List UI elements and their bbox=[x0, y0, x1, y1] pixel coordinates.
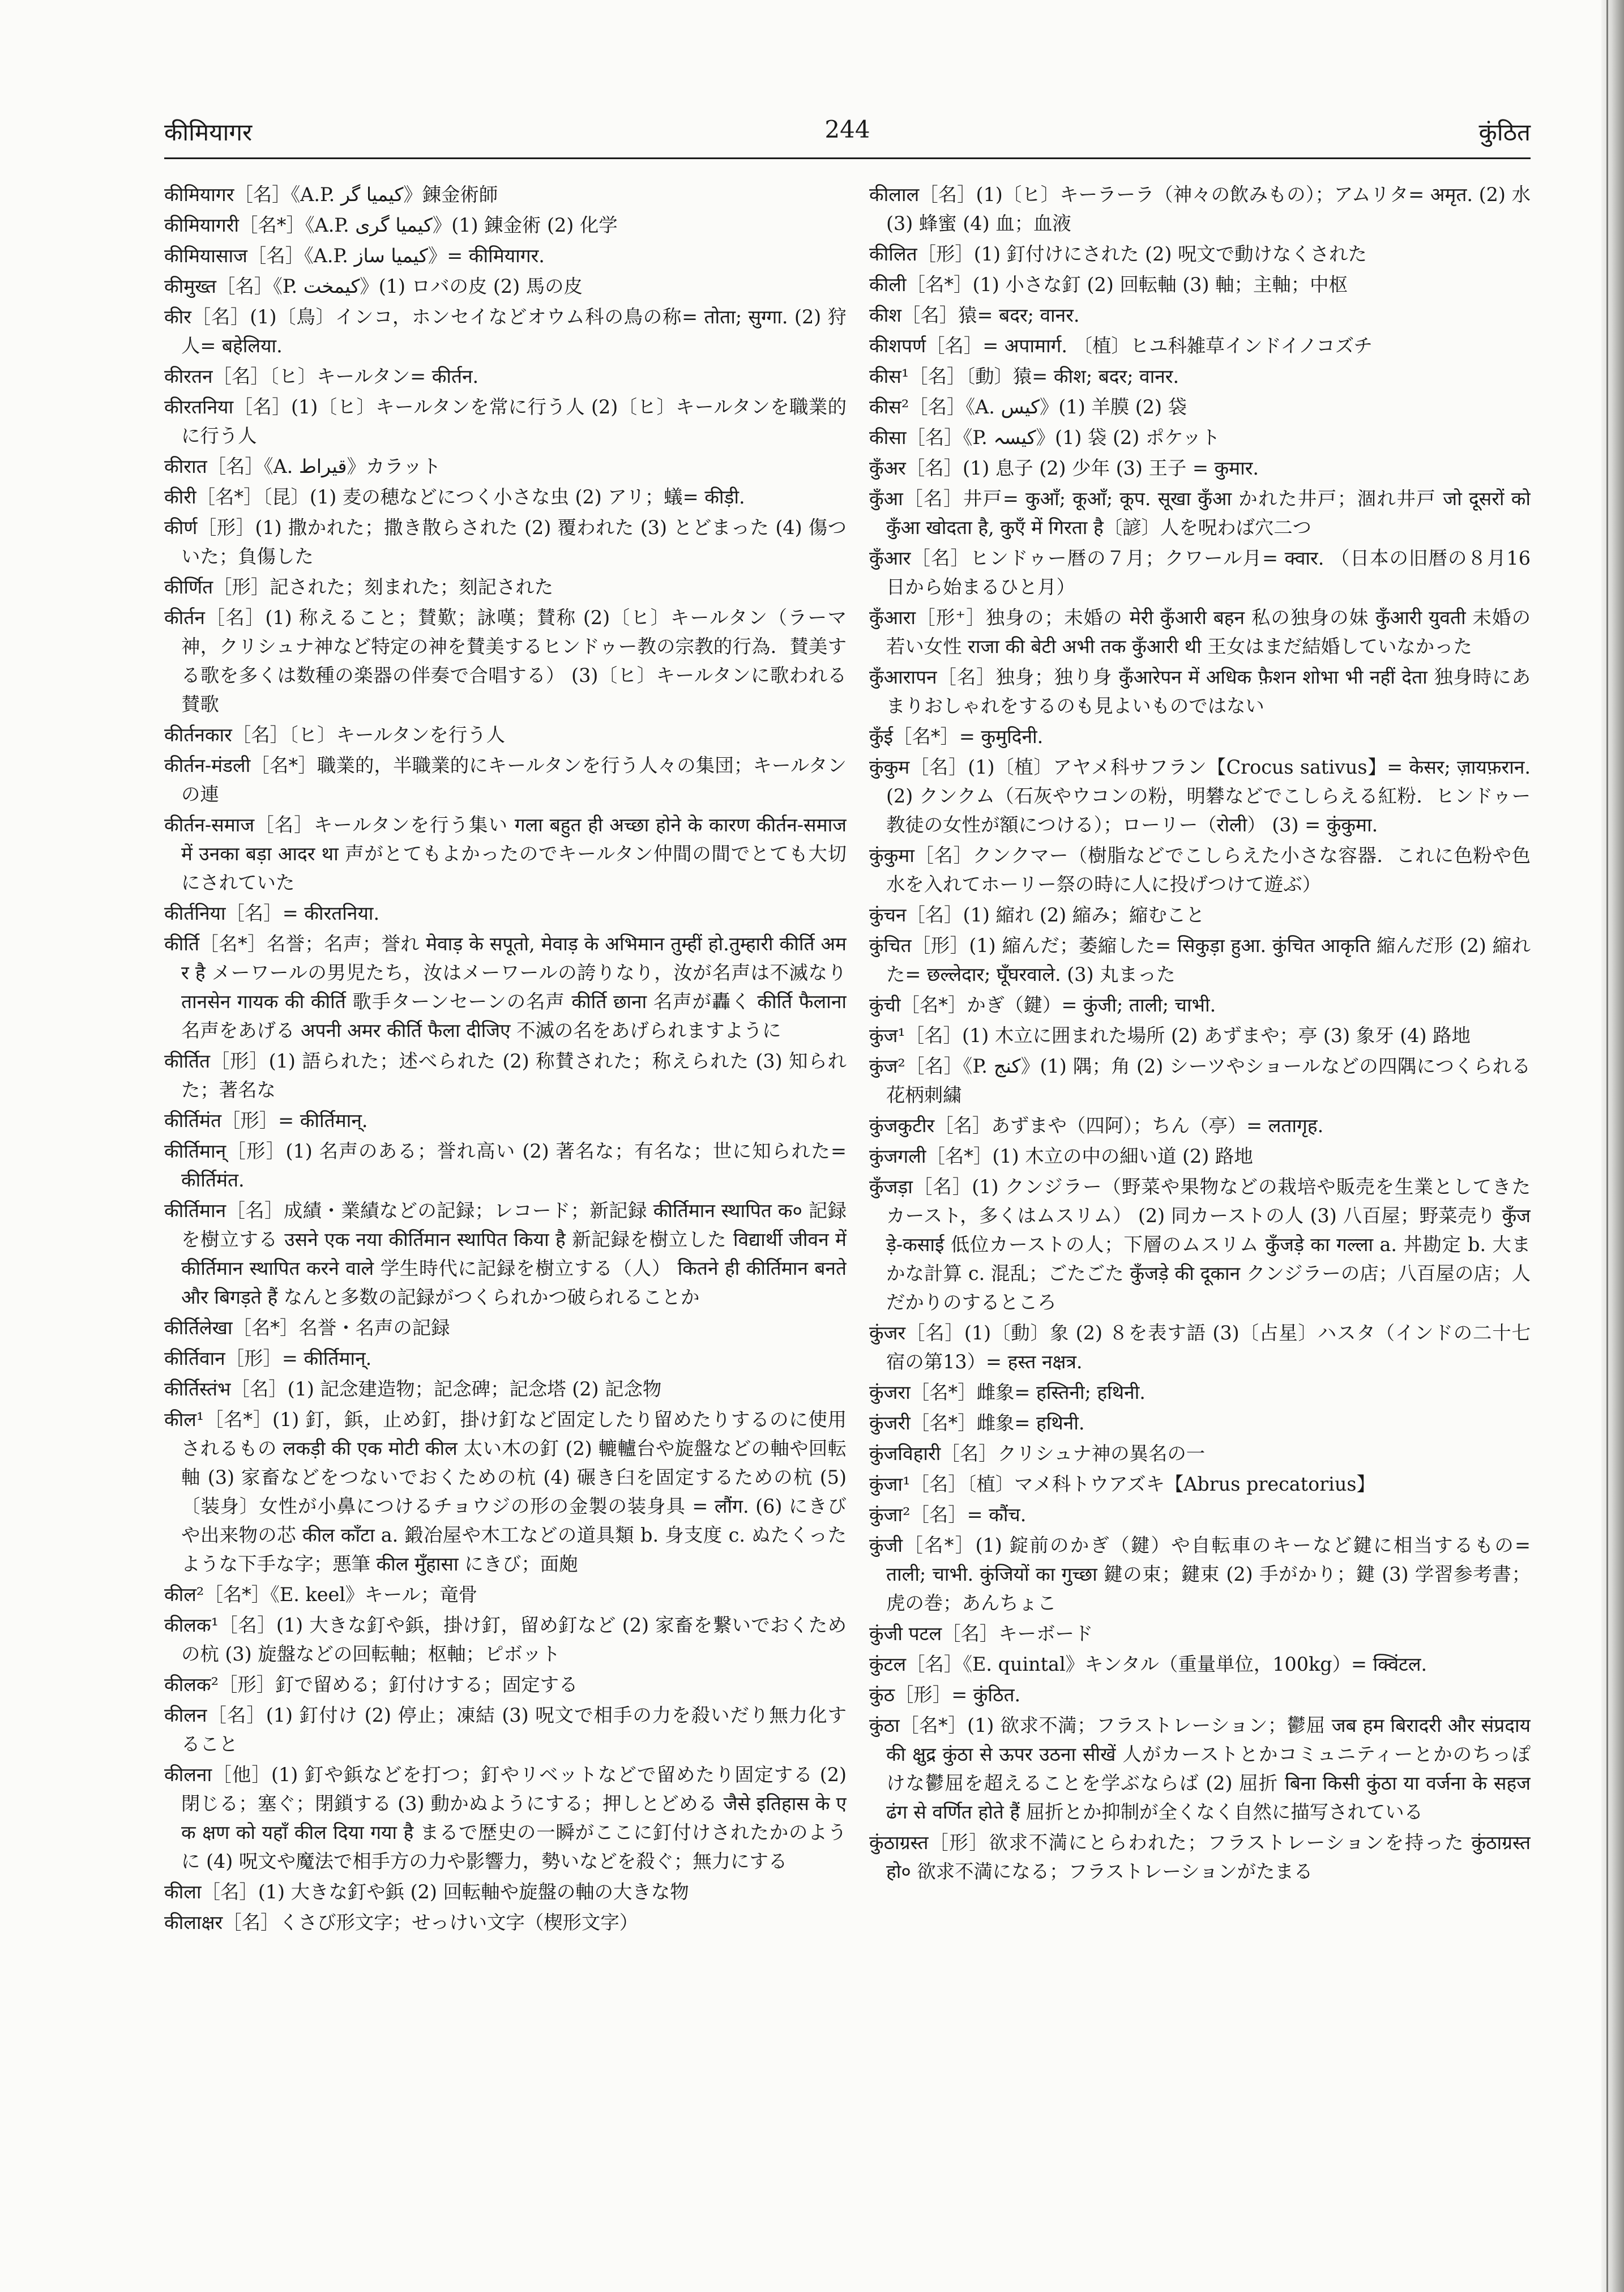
dictionary-entry: कीस¹［名］〔動〕猿= कीश; बदर; वानर. bbox=[869, 365, 1179, 387]
dictionary-entry: कीर्ण［形］(1) 撒かれた；撒き散らされた (2) 覆われた (3) とどまった (4) 傷ついた；負傷した bbox=[164, 517, 847, 567]
dictionary-entry: कीलना［他］(1) 釘や鋲などを打つ；釘やリベットなどで留めたり固定する (2) 閉じる；塞ぐ；閉鎖する (3) 動かぬようにする；押しとどめる जैसे इतिहास के एक क्षण को यहाँ कील दिया गया है まるで歴史の一瞬がここに釘付けされたかのように (4) 呪文や魔法で相手方の力や影響力，勢いなどを殺ぐ；無力にする bbox=[164, 1764, 847, 1872]
dictionary-entry: कीर्तिमान［名］成績・業績などの記録；レコード；新記録 कीर्तिमान स्थापित क० 記録を樹立する उसने एक नया कीर्तिमान स्थापित किया है 新記録を樹立した विद्यार्थी जीवन में कीर्तिमान स्थापित करने वाले 学生時代に記録を樹立する（人） कितने ही कीर्तिमान बनते और बिगड़ते हैं なんと多数の記録がつくられかつ破られることか bbox=[164, 1200, 847, 1308]
dictionary-entry: कीर［名］(1)〔鳥〕インコ，ホンセイなどオウム科の鳥の称= तोता; सुग्गा. (2) 狩人= बहेलिया. bbox=[164, 306, 847, 357]
running-head-right-word: कुंठित bbox=[1478, 118, 1531, 146]
dictionary-entry: कुंज²［名］《P. کنج》(1) 隅；角 (2) シーツやショールなどの四隅につくられる花柄刺繍 bbox=[869, 1055, 1531, 1106]
dictionary-entry: कुंजा²［名］= कौंच. bbox=[869, 1504, 1027, 1526]
dictionary-entry: कीर्तिस्तंभ［名］(1) 記念建造物；記念碑；記念塔 (2) 記念物 bbox=[164, 1378, 662, 1400]
dictionary-entry: कीलाल［名］(1)〔ヒ〕キーラーラ（神々の飲みもの）；アムリタ= अमृत. (2) 水 (3) 蜂蜜 (4) 血；血液 bbox=[869, 183, 1531, 234]
dictionary-entry: कुंचित［形］(1) 縮んだ；萎縮した= सिकुड़ा हुआ. कुंचित आकृति 縮んだ形 (2) 縮れた= छल्लेदार; घूँघरवाले. (3) 丸まった bbox=[869, 934, 1531, 985]
left-column bbox=[164, 180, 847, 2253]
dictionary-entry: कीर्तिमंत［形］= कीर्तिमान्. bbox=[164, 1109, 368, 1132]
dictionary-entry: कुंजकुटीर［名］あずまや（四阿）；ちん（亭）= लतागृह. bbox=[869, 1115, 1324, 1137]
dictionary-entry: कीमियासाज［名］《A.P. کیمیا ساز》= कीमियागर. bbox=[164, 245, 545, 267]
dictionary-entry: कीर्तिवान［形］= कीर्तिमान्. bbox=[164, 1347, 372, 1369]
dictionary-entry: कीर्तनकार［名］〔ヒ〕キールタンを行う人 bbox=[164, 724, 505, 746]
dictionary-entry: कुंटल［名］《E. quintal》キンタル（重量単位，100kg）= क्विंटल. bbox=[869, 1653, 1428, 1675]
dictionary-entry: कीर्तिलेखा［名*］名誉・名声の記録 bbox=[164, 1317, 450, 1339]
dictionary-entry: कुंज¹［名］(1) 木立に囲まれた場所 (2) あずまや；亭 (3) 象牙 (4) 路地 bbox=[869, 1025, 1471, 1047]
dictionary-entry: कुंजा¹［名］〔植〕マメ科トウアズキ【Abrus precatorius】 bbox=[869, 1473, 1375, 1495]
dictionary-entry: कुंजविहारी［名］クリシュナ神の異名の一 bbox=[869, 1442, 1206, 1465]
dictionary-entry: कीस²［名］《A. کیس》(1) 羊膜 (2) 袋 bbox=[869, 396, 1187, 418]
dictionary-entry: कुँआरा［形⁺］独身の；未婚の मेरी कुँआरी बहन 私の独身の妹 कुँआरी युवती 未婚の若い女性 राजा की बेटी अभी तक कुँआरी थी 王女はまだ結婚していなかった bbox=[869, 607, 1531, 658]
dictionary-entry: कील²［名*］《E. keel》キール；竜骨 bbox=[164, 1584, 477, 1606]
dictionary-entry: कुंकुमा［名］クンクマー（樹脂などでこしらえた小さな容器．これに色粉や色水を入れてホーリー祭の時に人に投げつけて遊ぶ） bbox=[869, 844, 1531, 895]
dictionary-entry: कीला［名］(1) 大きな釘や鋲 (2) 回転軸や旋盤の軸の大きな物 bbox=[164, 1881, 689, 1903]
running-head-left-word: कीमियागर bbox=[164, 118, 253, 146]
dictionary-entry: कुँआर［名］ヒンドゥー暦の７月；クワール月= क्वार. （日本の旧暦の８月16日から始まるひと月） bbox=[869, 547, 1531, 598]
page-edge bbox=[1601, 0, 1624, 2292]
dictionary-entry: कीलक¹［名］(1) 大きな釘や鋲，掛け釘，留め釘など (2) 家畜を繋いでおくための杭 (3) 旋盤などの回転軸；枢軸；ピボット bbox=[164, 1614, 847, 1665]
dictionary-entry: कुंकुम［名］(1)〔植〕アヤメ科サフラン【Crocus sativus】= केसर; ज़ायफ़रान. (2) クンクム（石灰やウコンの粉，明礬などでこしらえる紅粉．ヒンドゥー教徒の女性が額につける）；ローリー（रोली） (3) = कुंकुमा. bbox=[869, 756, 1531, 836]
running-head bbox=[164, 111, 1531, 151]
dictionary-entry: कीरतनिया［名］(1)〔ヒ〕キールタンを常に行う人 (2)〔ヒ〕キールタンを職業的に行う人 bbox=[164, 396, 847, 447]
dictionary-entry: कीर्तिमान्［形］(1) 名声のある；誉れ高い (2) 著名な；有名な；世に知られた= कीर्तिमंत. bbox=[164, 1140, 847, 1191]
dictionary-entry: कीमुख्त［名］《P. کیمخت》(1) ロバの皮 (2) 馬の皮 bbox=[164, 275, 583, 297]
dictionary-entry: कुंचन［名］(1) 縮れ (2) 縮み；縮むこと bbox=[869, 904, 1205, 926]
dictionary-entry: कील¹［名*］(1) 釘，鋲，止め釘，掛け釘など固定したり留めたりするのに使用されるもの लकड़ी की एक मोटी कील 太い木の釘 (2) 轆轤台や旋盤などの軸や回転軸 (3) 家畜などをつないでおくための杭 (4) 碾き臼を固定するための杭 (5)〔装身〕女性が小鼻につけるチョウジの形の金製の装身具 = लौंग. (6) にきびや出来物の芯 कील काँटा a. 鍛冶屋や木工などの道具類 b. 身支度 c. ぬたくったような下手な字；悪筆 कील मुँहासा にきび；面皰 bbox=[164, 1409, 847, 1575]
dictionary-entry: कीर्ति［名*］名誉；名声；誉れ मेवाड़ के सपूतो, मेवाड़ के अभिमान तुम्हीं हो.तुम्हारी कीर्ति अमर है メーワールの男児たち，汝はメーワールの誇りなり，汝が名声は不滅なり तानसेन गायक की कीर्ति 歌手ターンセーンの名声 कीर्ति छाना 名声が轟く कीर्ति फैलाना 名声をあげる अपनी अमर कीर्ति फैला दीजिए 不滅の名をあげられますように bbox=[164, 933, 847, 1042]
dictionary-entry: कीलित［形］(1) 釘付けにされた (2) 呪文で動けなくされた bbox=[869, 243, 1367, 265]
dictionary-entry: कुँई［名*］= कुमुदिनी. bbox=[869, 725, 1044, 748]
dictionary-entry: कीर्तन-मंडली［名*］職業的，半職業的にキールタンを行う人々の集団；キールタンの連 bbox=[164, 754, 847, 805]
page-edge-line bbox=[1606, 0, 1608, 2292]
dictionary-entry: कीशपर्ण［名］= अपामार्ग. 〔植〕ヒユ科雑草インドイノコズチ bbox=[869, 335, 1373, 357]
header-rule bbox=[164, 157, 1531, 159]
dictionary-entry: कुंजर［名］(1)〔動〕象 (2) ８を表す語 (3)〔占星〕ハスタ（インドの二十七宿の第13）= हस्त नक्षत्र. bbox=[869, 1322, 1531, 1373]
dictionary-entry: कीलक²［形］釘で留める；釘付けする；固定する bbox=[164, 1674, 578, 1696]
dictionary-entry: कुंजरी［名*］雌象= हथिनी. bbox=[869, 1412, 1085, 1434]
dictionary-entry: कुंठाग्रस्त［形］欲求不満にとらわれた；フラストレーションを持った कुंठाग्रस्त हो० 欲求不満になる；フラストレーションがたまる bbox=[869, 1832, 1531, 1883]
dictionary-entry: कुँआ［名］井戸= कुआँ; कूआँ; कूप. सूखा कुँआ かれた井戸；涸れ井戸 जो दूसरों को कुँआ खोदता है, कुएँ में गिरता है〔諺〕人を呪わば穴二つ bbox=[869, 488, 1531, 539]
dictionary-entry: कुंठ［形］= कुंठित. bbox=[869, 1684, 1021, 1706]
dictionary-entry: कीर्णित［形］記された；刻まれた；刻記された bbox=[164, 576, 554, 598]
dictionary-entry: कीरी［名*］〔昆〕(1) 麦の穂などにつく小さな虫 (2) アリ；蟻= कीड़ी. bbox=[164, 486, 745, 508]
dictionary-entry: कीलन［名］(1) 釘付け (2) 停止；凍結 (3) 呪文で相手の力を殺いだり無力化すること bbox=[164, 1704, 847, 1755]
dictionary-entry: कुंजरा［名*］雌象= हस्तिनी; हथिनी. bbox=[869, 1381, 1146, 1403]
dictionary-entry: कीली［名*］(1) 小さな釘 (2) 回転軸 (3) 軸；主軸；中枢 bbox=[869, 274, 1348, 296]
dictionary-entry: कीमियागरी［名*］《A.P. کیمیا گری》(1) 錬金術 (2) 化学 bbox=[164, 214, 618, 236]
dictionary-entry: कुंजी［名*］(1) 錠前のかぎ（鍵）や自転車のキーなど鍵に相当するもの= ताली; चाभी. कुंजियों का गुच्छा 鍵の束；鍵束 (2) 手がかり；鍵 (3) 学習参考書；虎の巻；あんちょこ bbox=[869, 1534, 1531, 1614]
dictionary-entry: कीर्तनिया［名］= कीरतनिया. bbox=[164, 902, 380, 924]
dictionary-entry: कुँअर［名］(1) 息子 (2) 少年 (3) 王子 = कुमार. bbox=[869, 457, 1259, 479]
dictionary-entry: कीरात［名］《A. قیراط》カラット bbox=[164, 455, 441, 477]
dictionary-entry: कीश［名］猿= बदर; वानर. bbox=[869, 304, 1080, 326]
dictionary-entry: कुंठा［名*］(1) 欲求不満；フラストレーション；鬱屈 जब हम बिरादरी और संप्रदाय की क्षुद्र कुंठा से ऊपर उठना सीखें 人がカーストとかコミュニティーとかのちっぽけな鬱屈を超えることを学ぶならば (2) 屈折 बिना किसी कुंठा या वर्जना के सहज ढंग से वर्णित होते हैं 屈折とか抑制が全くなく自然に描写されている bbox=[869, 1714, 1531, 1823]
right-column bbox=[869, 180, 1531, 2253]
page-number: 244 bbox=[824, 116, 870, 143]
dictionary-entry: कुंची［名*］かぎ（鍵）= कुंजी; ताली; चाभी. bbox=[869, 994, 1216, 1016]
dictionary-entry: कुंजी पटल［名］キーボード bbox=[869, 1623, 1093, 1645]
dictionary-entry: कीर्तन-समाज［名］キールタンを行う集い गला बहुत ही अच्छा होने के कारण कीर्तन-समाज में उनका बड़ा आदर था 声がとてもよかったのでキールタン仲間の間でとても大切にされていた bbox=[164, 814, 847, 894]
dictionary-entry: कीर्तन［名］(1) 称えること；賛歎；詠嘆；賛称 (2)〔ヒ〕キールタン（ラーマ神，クリシュナ神など特定の神を賛美するヒンドゥー教の宗教的行為．賛美する歌を多くは数種の楽器の伴奏で合唱する） (3)〔ヒ〕キールタンに歌われる賛歌 bbox=[164, 607, 847, 715]
dictionary-entry: कीसा［名］《P. کیسہ》(1) 袋 (2) ポケット bbox=[869, 426, 1220, 449]
dictionary-entry: कीमियागर［名］《A.P. کیمیا گر》錬金術師 bbox=[164, 183, 498, 206]
dictionary-entry: कुंजगली［名*］(1) 木立の中の細い道 (2) 路地 bbox=[869, 1145, 1253, 1167]
dictionary-entry: कीरतन［名］〔ヒ〕キールタン= कीर्तन. bbox=[164, 365, 479, 387]
dictionary-entry: कुँजड़ा［名］(1) クンジラー（野菜や果物などの栽培や販売を生業としてきたカースト，多くはムスリム） (2) 同カーストの人 (3) 八百屋；野菜売り कुँजड़े-कसाई 低位カーストの人；下層のムスリム कुँजड़े का गल्ला a. 丼勘定 b. 大まかな計算 c. 混乱；ごたごた कुँजड़े की दूकान クンジラーの店；八百屋の店；人だかりのするところ bbox=[869, 1176, 1531, 1313]
dictionary-entry: कुँआरापन［名］独身；独り身 कुँआरेपन में अधिक फ़ैशन शोभा भी नहीं देता 独身時にあまりおしゃれをするのも見よいものではない bbox=[869, 666, 1531, 717]
dictionary-entry: कीलाक्षर［名］くさび形文字；せっけい文字（楔形文字） bbox=[164, 1911, 639, 1934]
dictionary-entry: कीर्तित［形］(1) 語られた；述べられた (2) 称賛された；称えられた (3) 知られた；著名な bbox=[164, 1050, 847, 1101]
